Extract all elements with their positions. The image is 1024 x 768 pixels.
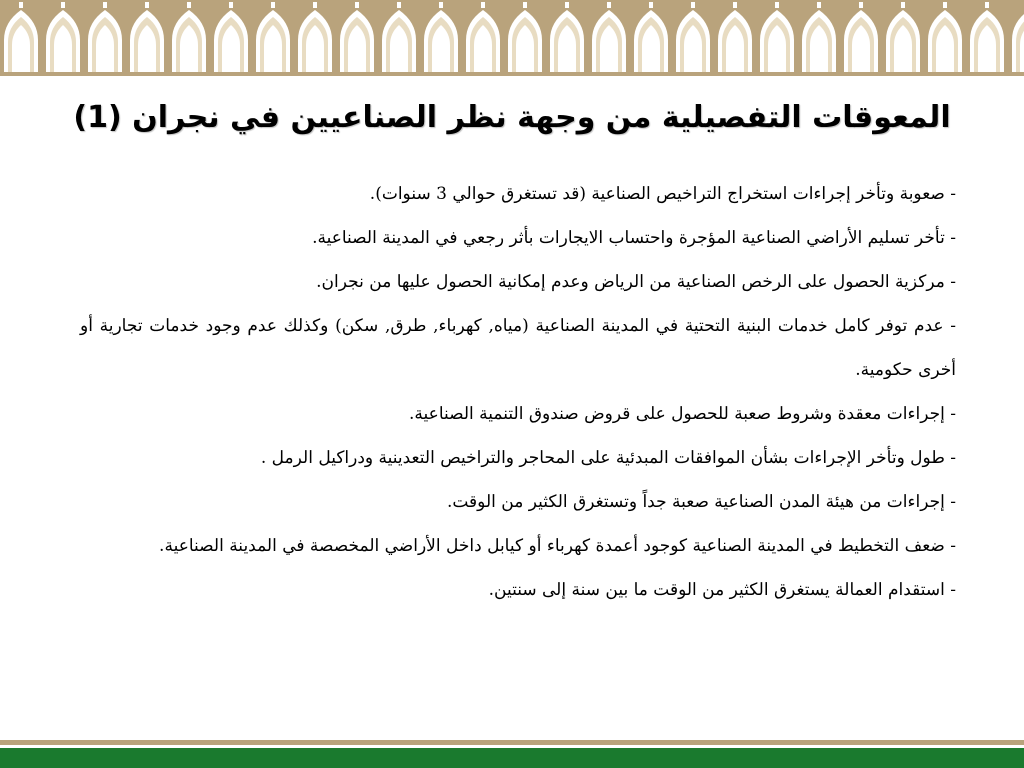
bullet-item: - إجراءات من هيئة المدن الصناعية صعبة جداً وتستغرق الكثير من الوقت.	[446, 492, 956, 512]
bullet-item: - إجراءات معقدة وشروط صعبة للحصول على قروض صندوق التنمية الصناعية.	[409, 404, 956, 424]
bullet-item: - ضعف التخطيط في المدينة الصناعية كوجود أعمدة كهرباء أو كيابل داخل الأراضي المخصصة في المدينة الصناعية.	[159, 536, 956, 556]
bullet-item: - صعوبة وتأخر إجراءات استخراج التراخيص الصناعية (قد تستغرق حوالي 3 سنوات).	[369, 184, 956, 204]
arch-pattern-graphic	[0, 0, 1024, 80]
bullet-list	[80, 172, 956, 612]
bullet-item: - عدم توفر كامل خدمات البنية التحتية في المدينة الصناعية (مياه, كهرباء, طرق, سكن) وكذلك عدم وجود خدمات تجارية أو أخرى حكومية.	[80, 316, 956, 380]
footer-green-stripe	[0, 748, 1024, 768]
decorative-arch-banner	[0, 0, 1024, 80]
bullet-item: - طول وتأخر الإجراءات بشأن الموافقات المبدئية على المحاجر والتراخيص التعدينية ودراكيل الرمل .	[260, 448, 956, 468]
bullet-item: - استقدام العمالة يستغرق الكثير من الوقت ما بين سنة إلى سنتين.	[488, 580, 956, 600]
bullet-item: - تأخر تسليم الأراضي الصناعية المؤجرة واحتساب الايجارات بأثر رجعي في المدينة الصناعية.	[312, 228, 956, 248]
slide-title: المعوقات التفصيلية من وجهة نظر الصناعيين في نجران (1)	[73, 100, 951, 135]
bullet-item: - مركزية الحصول على الرخص الصناعية من الرياض وعدم إمكانية الحصول عليها من نجران.	[316, 272, 956, 292]
footer-bar	[0, 740, 1024, 768]
